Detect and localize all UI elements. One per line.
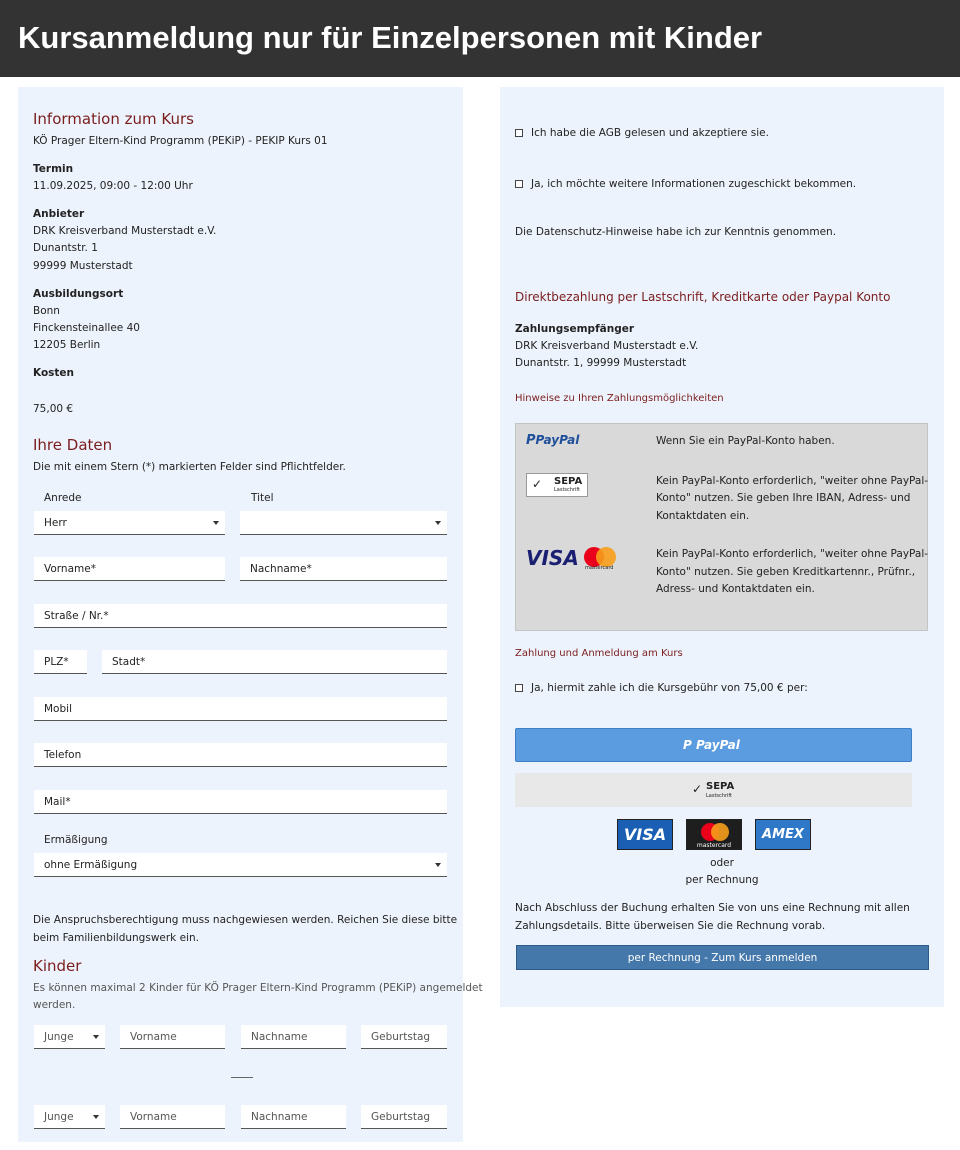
anspruch-note: beim Familienbildungswerk ein. bbox=[33, 932, 199, 944]
empfaenger-label: Zahlungsempfänger bbox=[515, 323, 635, 335]
confirm-label: Ja, hiermit zahle ich die Kursgebühr von 75,00 € per: bbox=[531, 682, 808, 694]
sepa-desc: Kein PayPal-Konto erforderlich, "weiter ohne PayPal- bbox=[656, 475, 929, 487]
child-vorname-input[interactable]: Vorname bbox=[120, 1025, 225, 1049]
paypal-icon: P bbox=[526, 433, 536, 448]
visa-logo: VISA bbox=[526, 546, 579, 570]
paypal-logo bbox=[526, 433, 579, 448]
visa-button[interactable] bbox=[617, 819, 673, 850]
empfaenger-line: Dunantstr. 1, 99999 Musterstadt bbox=[515, 357, 687, 369]
child-nachname-input[interactable]: Nachname bbox=[241, 1025, 346, 1049]
mastercard-icon bbox=[699, 822, 731, 842]
child-gender-select[interactable] bbox=[34, 1105, 105, 1129]
page-header bbox=[0, 0, 960, 77]
payment-options-box bbox=[515, 423, 928, 631]
amex-button[interactable] bbox=[755, 819, 811, 850]
divider bbox=[231, 1077, 253, 1078]
anbieter-line: Dunantstr. 1 bbox=[33, 242, 98, 254]
sepa-button-sub: Lastschrift bbox=[706, 793, 733, 799]
zahlung-heading: Zahlung und Anmeldung am Kurs bbox=[515, 648, 683, 659]
page-title: Kursanmeldung nur für Einzelpersonen mit Kinder bbox=[18, 20, 763, 55]
mastercard-logo-text: mastercard bbox=[585, 565, 614, 571]
child-gender-select[interactable] bbox=[34, 1025, 105, 1049]
anspruch-note: Die Anspruchsberechtigung muss nachgewiesen werden. Reichen Sie diese bitte bbox=[33, 914, 458, 926]
required-note: Die mit einem Stern (*) markierten Felder sind Pflichtfelder. bbox=[33, 461, 346, 473]
datenschutz-link[interactable]: Datenschutz-Hinweise bbox=[535, 226, 653, 238]
confirm-checkbox[interactable] bbox=[515, 684, 523, 692]
anrede-select[interactable] bbox=[34, 511, 225, 535]
chevron-down-icon bbox=[213, 521, 219, 525]
card-desc: Adress- und Kontaktdaten ein. bbox=[656, 583, 815, 595]
child-gender-value: Junge bbox=[44, 1031, 74, 1043]
termin-label: Termin bbox=[33, 163, 74, 175]
info-label: Ja, ich möchte weitere Informationen zugeschickt bekommen. bbox=[531, 178, 857, 190]
chevron-down-icon bbox=[93, 1115, 99, 1119]
sepa-logo bbox=[526, 473, 588, 497]
submit-rechnung-button[interactable]: per Rechnung - Zum Kurs anmelden bbox=[516, 945, 929, 970]
stadt-input[interactable]: Stadt* bbox=[102, 650, 447, 674]
kosten-label: Kosten bbox=[33, 367, 75, 379]
mail-input[interactable]: Mail* bbox=[34, 790, 447, 814]
termin-value: 11.09.2025, 09:00 - 12:00 Uhr bbox=[33, 180, 193, 192]
sepa-desc: Kontaktdaten ein. bbox=[656, 510, 750, 522]
chevron-down-icon bbox=[435, 521, 441, 525]
rechnung-note: Zahlungsdetails. Bitte überweisen Sie die Rechnung vorab. bbox=[515, 920, 826, 932]
datenschutz-post: habe ich zur Kenntnis genommen. bbox=[652, 226, 837, 238]
child-nachname-input[interactable]: Nachname bbox=[241, 1105, 346, 1129]
sepa-button[interactable] bbox=[515, 773, 912, 807]
kinder-heading: Kinder bbox=[33, 957, 82, 975]
anbieter-line: DRK Kreisverband Musterstadt e.V. bbox=[33, 225, 217, 237]
ermaessigung-select[interactable] bbox=[34, 853, 447, 877]
anrede-value: Herr bbox=[44, 517, 67, 529]
course-heading: Information zum Kurs bbox=[33, 110, 194, 128]
ort-line: 12205 Berlin bbox=[33, 339, 101, 351]
card-desc: Kein PayPal-Konto erforderlich, "weiter ohne PayPal- bbox=[656, 548, 929, 560]
sepa-desc: Konto" nutzen. Sie geben Ihre IBAN, Adress- und bbox=[656, 492, 911, 504]
oder-text: oder bbox=[710, 857, 734, 869]
mastercard-button[interactable] bbox=[686, 819, 742, 850]
rechnung-note: Nach Abschluss der Buchung erhalten Sie von uns eine Rechnung mit allen bbox=[515, 902, 910, 914]
child-vorname-input[interactable]: Vorname bbox=[120, 1105, 225, 1129]
ort-line: Finckensteinallee 40 bbox=[33, 322, 140, 334]
kosten-value: 75,00 € bbox=[33, 403, 74, 415]
paypal-icon: P bbox=[683, 738, 692, 752]
anbieter-line: 99999 Musterstadt bbox=[33, 260, 133, 272]
per-rechnung-text: per Rechnung bbox=[685, 874, 759, 886]
titel-label: Titel bbox=[251, 492, 274, 504]
child-geburtstag-input[interactable]: Geburtstag bbox=[361, 1025, 447, 1049]
visa-button-text: VISA bbox=[623, 825, 667, 844]
chevron-down-icon bbox=[93, 1035, 99, 1039]
chevron-down-icon bbox=[435, 863, 441, 867]
payment-heading: Direktbezahlung per Lastschrift, Kreditkarte oder Paypal Konto bbox=[515, 290, 891, 304]
kinder-note: Es können maximal 2 Kinder für KÖ Prager Eltern-Kind Programm (PEKiP) angemeldet bbox=[33, 982, 483, 994]
paypal-button[interactable] bbox=[515, 728, 912, 762]
paypal-button-text: PayPal bbox=[695, 738, 740, 752]
sepa-logo-text: SEPA bbox=[554, 476, 583, 487]
empfaenger-line: DRK Kreisverband Musterstadt e.V. bbox=[515, 340, 699, 352]
sepa-logo-sub: Lastschrift bbox=[554, 487, 581, 493]
form-heading: Ihre Daten bbox=[33, 436, 113, 454]
plz-input[interactable]: PLZ* bbox=[34, 650, 87, 674]
datenschutz-pre: Die bbox=[515, 226, 536, 238]
agb-label: Ich habe die AGB gelesen und akzeptiere sie. bbox=[531, 127, 769, 139]
nachname-input[interactable]: Nachname* bbox=[240, 557, 447, 581]
sepa-button-text: SEPA bbox=[706, 781, 735, 792]
titel-select[interactable] bbox=[240, 511, 447, 535]
child-geburtstag-input[interactable]: Geburtstag bbox=[361, 1105, 447, 1129]
paypal-desc: Wenn Sie ein PayPal-Konto haben. bbox=[656, 435, 835, 447]
ort-line: Bonn bbox=[33, 305, 60, 317]
course-name: KÖ Prager Eltern-Kind Programm (PEKiP) - PEKIP Kurs 01 bbox=[33, 135, 328, 147]
anrede-label: Anrede bbox=[44, 492, 82, 504]
ort-label: Ausbildungsort bbox=[33, 288, 124, 300]
anbieter-label: Anbieter bbox=[33, 208, 85, 220]
agb-checkbox[interactable] bbox=[515, 129, 523, 137]
mobil-input[interactable]: Mobil bbox=[34, 697, 447, 721]
kinder-note: werden. bbox=[33, 999, 76, 1011]
hinweise-heading: Hinweise zu Ihren Zahlungsmöglichkeiten bbox=[515, 393, 724, 404]
info-checkbox[interactable] bbox=[515, 180, 523, 188]
ermaessigung-value: ohne Ermäßigung bbox=[44, 859, 138, 871]
paypal-logo-text: PayPal bbox=[535, 433, 580, 447]
telefon-input[interactable]: Telefon bbox=[34, 743, 447, 767]
paypal-button-label bbox=[683, 738, 740, 752]
child-gender-value: Junge bbox=[44, 1111, 74, 1123]
strasse-input[interactable]: Straße / Nr.* bbox=[34, 604, 447, 628]
sepa-check-icon: ✓ bbox=[692, 782, 703, 796]
ermaessigung-label: Ermäßigung bbox=[44, 834, 108, 846]
vorname-input[interactable]: Vorname* bbox=[34, 557, 225, 581]
card-desc: Konto" nutzen. Sie geben Kreditkartennr., Prüfnr., bbox=[656, 566, 916, 578]
mastercard-button-text: mastercard bbox=[696, 842, 732, 849]
datenschutz-text bbox=[515, 226, 836, 238]
sepa-check-icon: ✓ bbox=[532, 477, 543, 491]
amex-button-text: AMEX bbox=[762, 827, 804, 842]
